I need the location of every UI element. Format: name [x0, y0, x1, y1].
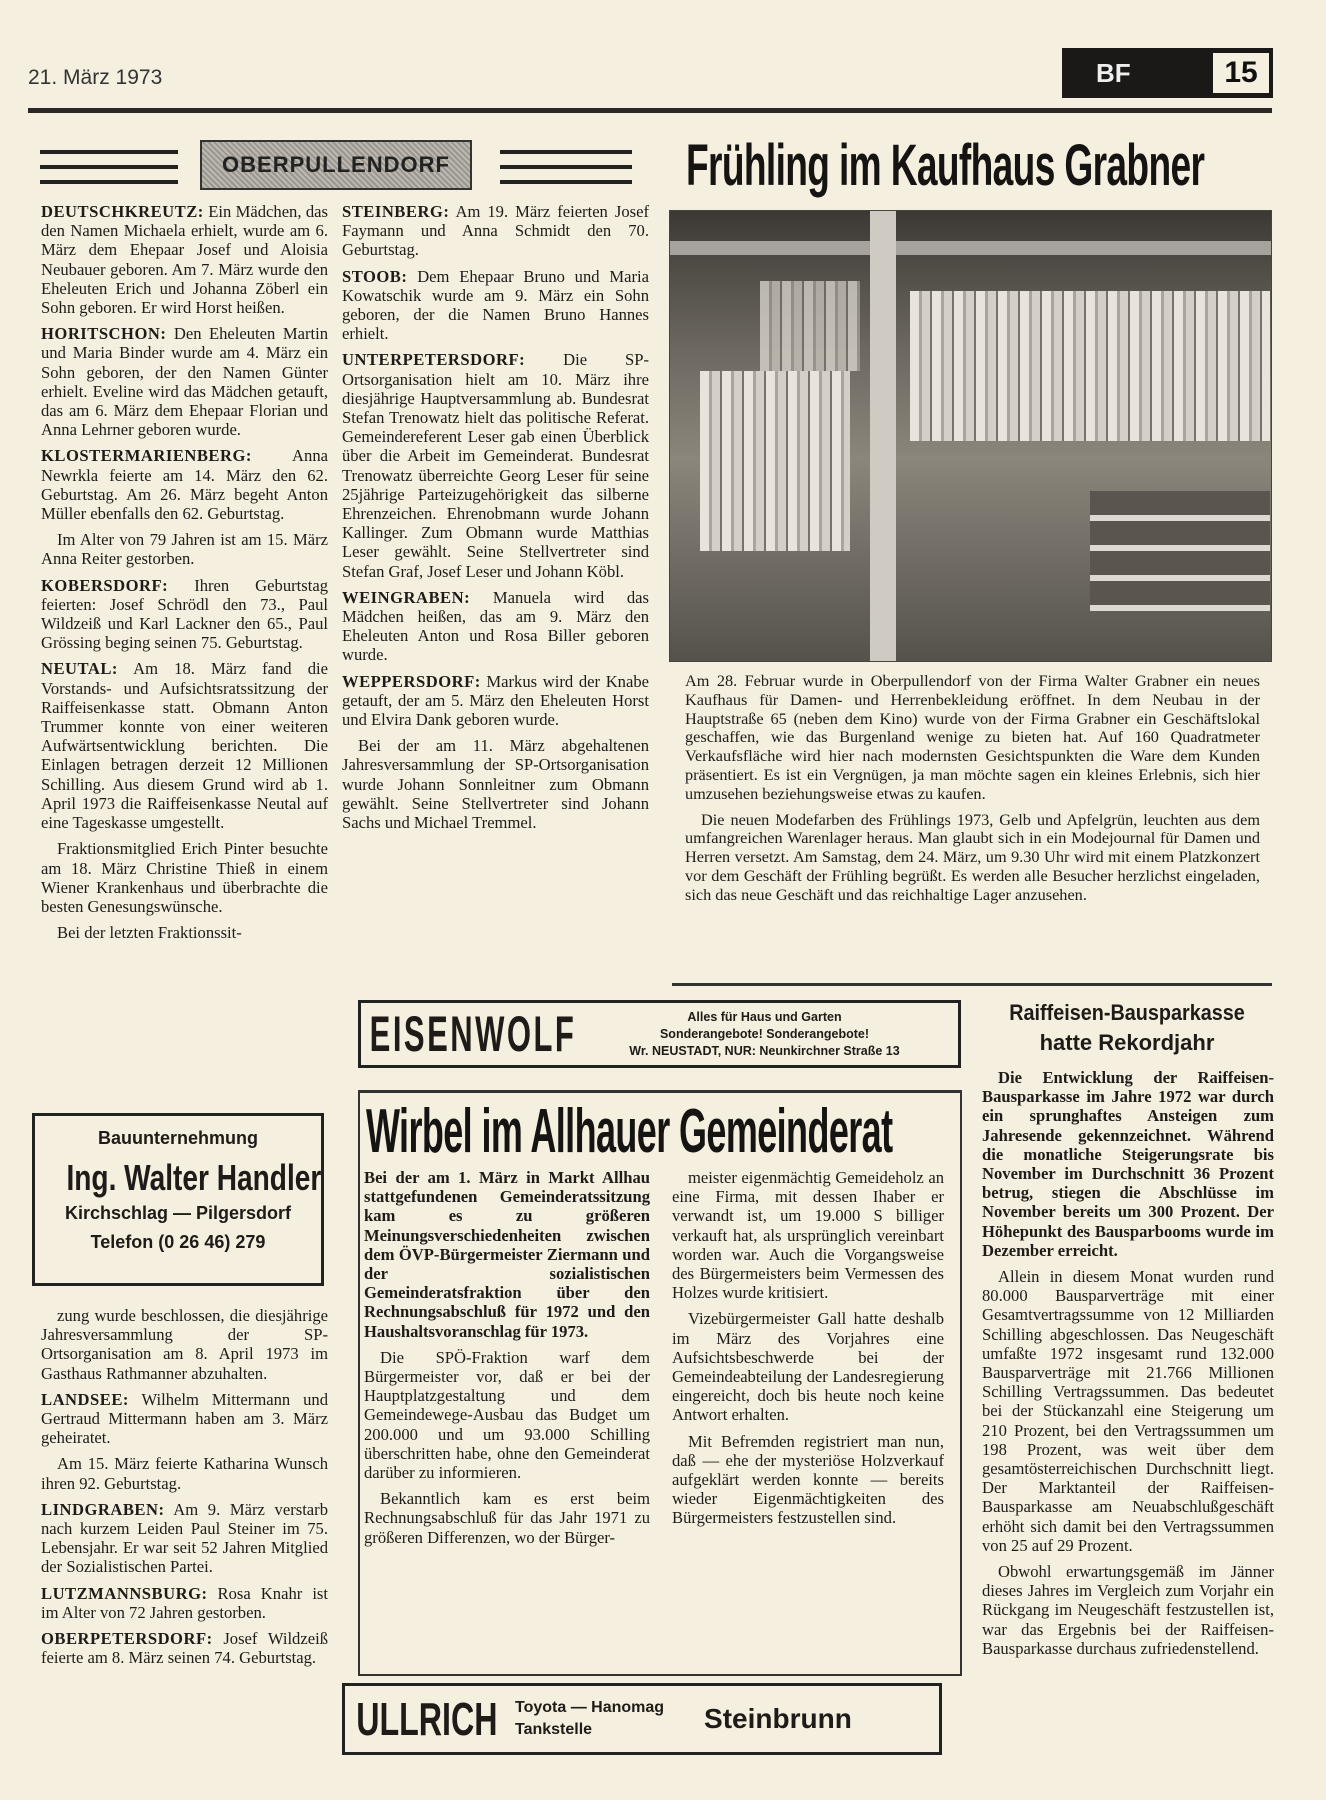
caption-rule [672, 983, 1272, 986]
paragraph-text: Die SP-Ortsorganisation hielt am 10. März ihre diesjährige Hauptversammlung ab. Bundesrat Stefan Trenowatz hielt das politische Referat. Gemeindereferent Leser gab einen Überblick über die Arbeit im Gemeinderat. Bundesrat Trenowatz überreichte Georg Leser für seine 25jährige Parteizugehörigkeit das silberne Ehrenzeichen. Ehrenobmann wurde Johann Kallinger. Zum Obmann wurde Matthias Leser gewählt. Seine Stellvertreter sind Stefan Graf, Josef Leser und Johann Köbl. [342, 350, 649, 581]
place-name: WEPPERSDORF: [342, 671, 481, 691]
left-column-news [41, 202, 328, 949]
paragraph-text: Die neuen Modefarben des Frühlings 1973, Gelb und Apfelgrün, leuchten aus dem umfangreichen Warenlager heraus. Man glaubt sich in ein Modejournal für Damen und Herren versetzt. Am Samstag, dem 24. März, um 9.30 Uhr wird mit einem Platzkonzert vor dem Geschäft der Frühling begrüßt. Es werden alle Besucher herzlichst eingeladen, sich das neue Geschäft und das reichhaltige Lager anzusehen. [685, 809, 1260, 904]
news-paragraph [364, 1489, 650, 1547]
paragraph-text: Mit Befremden registriert man nun, daß — ehe der mysteriöse Holzverkauf aufgeklärt werden konnte — bereits wieder Eigenmächtigkeiten des Bürgermeisters festzustellen sind. [672, 1431, 944, 1528]
section-label: OBERPULLENDORF [200, 140, 472, 190]
place-name: KOBERSDORF: [41, 575, 169, 595]
ad-eisenwolf-line1: Alles für Haus und Garten [687, 1009, 842, 1024]
ad-ullrich-line2: Tankstelle [515, 1721, 593, 1738]
news-paragraph [41, 576, 328, 653]
place-name: KLOSTERMARIENBERG: [41, 446, 252, 466]
news-paragraph [672, 1309, 944, 1424]
paragraph-text: Ein Mädchen, das den Namen Michaela erhielt, wurde am 6. März dem Ehepaar Josef und Aloisia Neubauer geboren. Am 7. März wurde den Eheleuten Erich und Johanna Zöberl ein Sohn geboren. Er wird Horst heißen. [41, 202, 328, 318]
paragraph-text: Vizebürgermeister Gall hatte deshalb im März des Vorjahres eine Aufsichtsbeschwerde bei der Gemeindeabteilung der Landesregierung eingereicht, doch bis heute noch keine Antwort erhalten. [672, 1309, 944, 1425]
paragraph-text: Fraktionsmitglied Erich Pinter besuchte am 18. März Christine Thieß in einem Wiener Krankenhaus und überbrachte die besten Genesungswünsche. [41, 839, 328, 916]
news-paragraph [982, 1267, 1274, 1555]
raiffeisen-headline [980, 1000, 1274, 1056]
news-paragraph [41, 923, 328, 942]
news-paragraph [41, 1500, 328, 1577]
place-name: LUTZMANNSBURG: [41, 1583, 208, 1603]
paragraph-text: Bei der letzten Fraktionssit- [57, 923, 242, 943]
ad-eisenwolf [358, 1000, 961, 1068]
store-interior-photo [669, 210, 1272, 662]
news-paragraph [342, 202, 649, 260]
paragraph-text: Manuela wird das Mädchen heißen, das am 9. März den Eheleuten Anton und Rosa Biller geboren wurde. [342, 587, 649, 665]
paragraph-text: Rosa Knahr ist im Alter von 72 Jahren gestorben. [41, 1583, 328, 1622]
news-paragraph [982, 1562, 1274, 1658]
paragraph-text: Anna Newrkla feierte am 14. März den 62. Geburtstag. Am 26. März begeht Anton Müller ebenfalls den 62. Geburtstag. [41, 446, 328, 524]
paragraph-text: Im Alter von 79 Jahren ist am 15. März Anna Reiter gestorben. [41, 530, 328, 569]
ad-ullrich-place: Steinbrunn [704, 1703, 852, 1734]
place-name: LANDSEE: [41, 1389, 129, 1409]
place-name: OBERPETERSDORF: [41, 1629, 213, 1649]
news-paragraph [672, 1432, 944, 1528]
news-paragraph [41, 202, 328, 317]
middle-column-news [342, 202, 649, 839]
news-paragraph [41, 446, 328, 523]
place-name: DEUTSCHKREUTZ: [41, 202, 204, 221]
ad-ullrich [342, 1683, 942, 1755]
news-paragraph [685, 672, 1260, 804]
news-paragraph [41, 839, 328, 916]
news-paragraph [41, 1306, 328, 1383]
place-name: STEINBERG: [342, 202, 450, 221]
left-column-continued [41, 1306, 328, 1674]
paragraph-text: meister eigenmächtig Gemeideholz an eine Firma, mit dessen Ihaber er verwandt ist, um 19.000 S billiger verkauft hat, als ursprünglich vereinbart worden war. Auch die Vorgangsweise des Bürgermeisters beim Vermessen des Holzes wurde kritisiert. [672, 1168, 944, 1303]
ad-ullrich-name: ULLRICH [356, 1693, 498, 1745]
section-code: BF [1096, 57, 1131, 88]
news-paragraph [41, 1454, 328, 1492]
paragraph-text: Josef Wildzeiß feierte am 8. März seinen 74. Geburtstag. [41, 1629, 328, 1668]
paragraph-text: Dem Ehepaar Bruno und Maria Kowatschik wurde am 9. März ein Sohn geboren, der die Namen Bruno Hannes erhielt. [342, 266, 649, 344]
place-name: WEINGRABEN: [342, 587, 471, 607]
wirbel-column-1 [364, 1168, 650, 1554]
paragraph-text: Ihren Geburtstag feierten: Josef Schrödl den 73., Paul Wildzeiß und Karl Lackner den 65., Paul Grössing beging seinen 75. Geburtstag. [41, 575, 328, 653]
header-rule [28, 108, 1272, 113]
place-name: LINDGRABEN: [41, 1499, 165, 1519]
news-paragraph [364, 1168, 650, 1341]
ad-ullrich-line1: Toyota — Hanomag [515, 1699, 665, 1716]
paragraph-text: Am 9. März verstarb nach kurzem Leiden Paul Steiner im 75. Lebensjahr. Er war seit 52 Jahren Mitglied der Sozialistischen Partei. [41, 1499, 328, 1577]
news-paragraph [672, 1168, 944, 1302]
news-paragraph [685, 811, 1260, 905]
raiffeisen-article [982, 1068, 1274, 1665]
ad-handler-name: Ing. Walter Handler [66, 1157, 322, 1198]
page-badge [1062, 48, 1273, 98]
paragraph-text: Am 19. März feierten Josef Faymann und Anna Schmidt den 70. Geburtstag. [342, 202, 649, 260]
paragraph-text: Am 18. März fand die Vorstands- und Aufsichtsratssitzung der Raiffeisenkasse statt. Obmann Anton Trummer konnte von einer weiteren Aufwärtsentwicklung berichten. Die Einlagen betragen derzeit 12 Millionen Schilling. Aus diesem Grund wird ab 1. April 1973 die Raiffeisenkasse Neutal auf eine Tageskasse umgestellt. [41, 659, 328, 833]
paragraph-text: Markus wird der Knabe getauft, der am 5. März den Eheleuten Horst und Elvira Dank geboren wurde. [342, 671, 649, 730]
news-paragraph [41, 324, 328, 439]
news-paragraph [41, 1629, 328, 1667]
news-paragraph [342, 736, 649, 832]
ad-eisenwolf-name: EISENWOLF [369, 1006, 577, 1062]
paragraph-text: Obwohl erwartungsgemäß im Jänner dieses Jahres im Vergleich zum Vorjahr ein Rückgang im Neugeschäft festzustellen ist, war das Ergebnis bei der Raiffeisen-Bausparkasse durchaus zufriedenstellend. [982, 1562, 1274, 1658]
raiffeisen-lead: Die Entwicklung der Raiffeisen-Bausparkasse im Jahre 1972 war durch ein sprunghaftes Ansteigen zum Jahresende gekennzeichnet. Während die monatliche Steigerungsrate bis November im Durchschnitt 36 Prozent betrug, stiegen die Abschlüsse im November bereits um 300 Prozent. Der Höhepunkt des Bausparbooms wurde im Dezember erreicht. [982, 1068, 1274, 1260]
news-paragraph [342, 350, 649, 580]
news-paragraph [342, 267, 649, 344]
news-paragraph [41, 1390, 328, 1448]
raiffeisen-headline-1: Raiffeisen-Bausparkasse [1009, 1000, 1245, 1025]
paragraph-text: Die SPÖ-Fraktion warf dem Bürgermeister vor, daß er bei der Hauptplatzgestaltung und dem Gemeindewege-Ausbau das Budget um 200.000 und um 93.000 Schilling überschritten habe, ohne den Gemeinderat darüber zu informieren. [364, 1347, 650, 1483]
paragraph-text: Allein in diesem Monat wurden rund 80.000 Bausparverträge mit einer Gesamtvertragssumme von 12 Milliarden Schilling abgeschlossen. Das Neugeschäft umfaßte 1972 insgesamt rund 132.000 Bausparverträge mit 21.766 Millionen Schilling Vertragssummen. Das bedeutet bei der Stückanzahl eine Steigerung um 210 Prozent, bei den Vertragssummen um 198 Prozent, was weit über dem gesamtösterreichischen Durchschnitt liegt. Der Marktanteil der Raiffeisen-Bausparkasse am Neuabschlußgeschäft erhöht sich damit bei den Vertragssummen von 25 auf 29 Prozent. [982, 1267, 1274, 1555]
page-number: 15 [1213, 53, 1269, 93]
ad-eisenwolf-line2: Sonderangebote! Sonderangebote! [659, 1026, 870, 1041]
paragraph-text: Bei der am 11. März abgehaltenen Jahresversammlung der SP-Ortsorganisation wurde Johann Sonnleitner zum Obmann gewählt. Seine Stellvertreter sind Johann Sachs und Michael Tremmel. [342, 736, 649, 833]
section-decor-left [40, 150, 178, 184]
ad-handler-places: Kirchschlag — Pilgersdorf [64, 1203, 292, 1223]
wirbel-column-2 [672, 1168, 944, 1535]
issue-date: 21. März 1973 [28, 66, 163, 89]
news-paragraph [364, 1348, 650, 1482]
news-paragraph [41, 659, 328, 832]
paragraph-text: Bei der am 1. März in Markt Allhau stattgefundenen Gemeinderatssitzung kam es zu größeren Meinungsverschiedenheiten zwischen dem ÖVP-Bürgermeister Ziermann und der sozialistischen Gemeinderatsfraktion über den Rechnungsabschluß für 1972 und den Haushaltsvoranschlag für 1973. [364, 1168, 650, 1341]
paragraph-text: Den Eheleuten Martin und Maria Binder wurde am 4. März ein Sohn geboren, der den Namen Günter erhielt. Eveline wird das Mädchen getauft, das am 6. März dem Ehepaar Florian und Anna Lehrner geboren wurde. [41, 324, 328, 440]
place-name: STOOB: [342, 266, 408, 286]
place-name: NEUTAL: [41, 659, 118, 679]
ad-handler [32, 1113, 324, 1286]
news-paragraph [41, 530, 328, 568]
news-paragraph [342, 672, 649, 730]
wirbel-headline: Wirbel im Allhauer Gemeinderat [366, 1097, 893, 1166]
place-name: UNTERPETERSDORF: [342, 350, 526, 370]
paragraph-text: Am 15. März feierte Katharina Wunsch ihren 92. Geburtstag. [41, 1454, 328, 1493]
place-name: HORITSCHON: [41, 324, 167, 344]
feature-headline: Frühling im Kaufhaus Grabner [686, 133, 1205, 198]
news-paragraph [41, 1584, 328, 1622]
photo-caption [685, 672, 1260, 912]
news-paragraph [342, 588, 649, 665]
ad-handler-phone: Telefon (0 26 46) 279 [90, 1232, 266, 1252]
ad-handler-type: Bauunternehmung [98, 1128, 258, 1148]
paragraph-text: Wilhelm Mittermann und Gertraud Mittermann haben am 3. März geheiratet. [41, 1389, 328, 1448]
paragraph-text: zung wurde beschlossen, die diesjährige Jahresversammlung der SP-Ortsorganisation am 8. April 1973 im Gasthaus Rathmanner abzuhalten. [41, 1306, 328, 1383]
raiffeisen-headline-2: hatte Rekordjahr [1039, 1030, 1215, 1055]
ad-eisenwolf-line3: Wr. NEUSTADT, NUR: Neunkirchner Straße 13 [629, 1043, 900, 1058]
section-decor-right [500, 150, 632, 184]
paragraph-text: Am 28. Februar wurde in Oberpullendorf von der Firma Walter Grabner ein neues Kaufhaus für Damen- und Herrenbekleidung eröffnet. In dem Neubau in der Hauptstraße 65 (neben dem Kino) wurde von der Firma Grabner ein Geschäftslokal geschaffen, wie das Burgenland wenige zu bieten hat. Auf 160 Quadratmeter Verkaufsfläche wird hier nach modernsten Gesichtspunkten die Ware dem Kunden präsentiert. Es ist ein Vergnügen, ja man möchte sagen ein kleines Erlebnis, sich hier umzusehen beziehungsweise etwas zu kaufen. [685, 671, 1260, 803]
paragraph-text: Bekanntlich kam es erst beim Rechnungsabschluß für das Jahr 1971 zu größeren Differenzen, wo der Bürger- [364, 1489, 650, 1547]
